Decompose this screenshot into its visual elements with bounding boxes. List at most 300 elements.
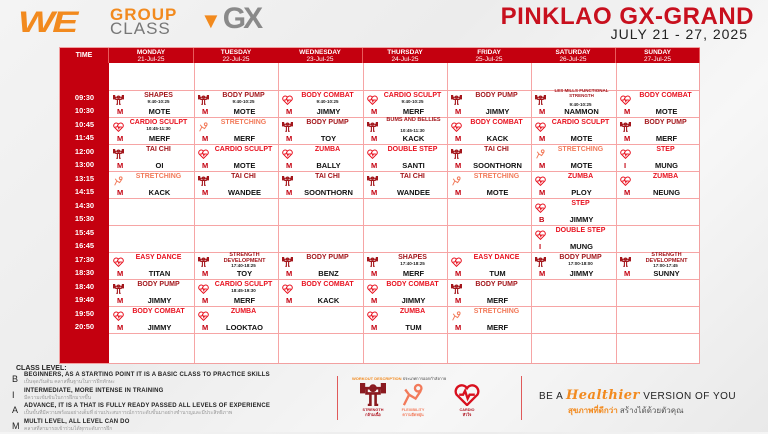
class-name: BODY PUMP [294,119,361,126]
strength-icon [367,173,378,183]
flexibility-icon [198,119,209,129]
class-cell[interactable] [363,171,448,198]
class-cell[interactable] [194,306,279,333]
class-level: I [624,161,626,170]
instructor-name: TITAN [127,269,192,278]
class-cell[interactable] [109,144,194,171]
class-cell[interactable] [531,171,616,198]
day-date: 26-Jul-25 [531,56,615,63]
strength-icon [198,173,209,183]
class-cell[interactable] [109,171,194,198]
class-level: M [371,269,377,278]
class-name: BODY PUMP [547,254,614,261]
class-name: STRETCHING [463,173,530,180]
class-cell[interactable] [194,279,279,306]
class-cell[interactable] [447,117,532,144]
flexibility-icon [535,146,546,156]
class-name: SHAPES [379,254,446,261]
we-logo: WE [18,6,112,40]
class-level: M [286,296,292,305]
flexibility-icon [451,173,462,183]
slot-start-time: 15:45 [60,228,109,237]
class-name: BODY PUMP [294,254,361,261]
class-cell[interactable] [194,252,279,279]
class-name: TAI CHI [294,173,361,180]
cardio-icon [535,200,546,210]
instructor-name: TOY [296,134,361,143]
class-level: M [371,161,377,170]
slot-start-time: 09:30 [60,93,109,102]
class-name: TAI CHI [210,173,277,180]
slot-end-time: 16:45 [60,241,109,250]
class-level-legend: CLASS LEVEL: B BEGINNERS, AS A STARTING POINT IT IS A BASIC CLASS TO PRACTICE SKILLS เป็นจุดเริ่มต้น คลาสพื้นฐานในการฝึกทักษะ I INTERMEDIATE, MORE INTENSE IN TRAINING มีความเข้มข้นในการฝึกมากขึ้น A ADVANCE, IT IS A THAT IS FULLY READY PASSED ALL LEVELS OF EXPERIENCE เป็นขั้นที่มีความพร้อมอย่างเต็มที่ ผ่านประสบการณ์การระดับขั้นมาอย่างชำนาญและมีประสิทธิภาพ M MULTI LEVEL, ALL LEVEL CAN DO คลาสที่สามารถเข้าร่วมได้ทุกระดับการฝึก [20,365,270,434]
class-cell[interactable] [109,306,194,333]
day-name: SUNDAY [616,49,699,56]
instructor-name: KACK [381,134,446,143]
class-cell[interactable] [447,171,532,198]
instructor-name: JIMMY [296,107,361,116]
class-level: M [539,188,545,197]
instructor-name: NEUNG [634,188,699,197]
instructor-name: SUNNY [634,269,699,278]
cardio-icon [367,308,378,318]
class-name: EASY DANCE [463,254,530,261]
class-cell[interactable] [531,225,616,252]
class-name: EASY DANCE [125,254,192,261]
instructor-name: WANDEE [212,188,277,197]
slot-end-time: 19:40 [60,295,109,304]
class-name: STRENGTH DEVELOPMENT [634,252,699,264]
day-date: 23-Jul-25 [278,56,362,63]
workout-type-thai: ความยืดหยุ่น [393,412,433,418]
class-level: M [117,161,123,170]
strength-icon [367,119,378,129]
strength-icon [620,119,631,129]
class-cell[interactable] [531,90,616,117]
workout-type-label: STRENGTH [353,408,393,412]
day-header-thursday [363,48,448,63]
class-name: STRETCHING [210,119,277,126]
cardio-icon [113,119,124,129]
level-description-thai: เป็นจุดเริ่มต้น คลาสพื้นฐานในการฝึกทักษะ [24,378,270,386]
instructor-name: KACK [296,296,361,305]
strength-icon [198,92,209,102]
strength-icon [113,146,124,156]
class-time: 9:40-10:25 [294,99,361,104]
time-header: TIME [60,48,109,63]
class-level: M [202,296,208,305]
workout-type-label: CARDIO [447,408,487,412]
class-cell[interactable] [109,252,194,279]
instructor-name: SOONTHORN [296,188,361,197]
class-cell[interactable] [447,144,532,171]
class-name: CARDIO SCULPT [547,119,614,126]
class-level: M [539,161,545,170]
slot-end-time: 10:30 [60,106,109,115]
class-level: M [286,161,292,170]
instructor-name: MERF [381,107,446,116]
class-time: 10:45-11:30 [125,126,192,131]
instructor-name: MOTE [465,188,530,197]
instructor-name: JIMMY [549,269,614,278]
class-cell[interactable] [109,279,194,306]
workout-type-label: FLEXIBILITY [393,408,433,412]
instructor-name: MERF [127,134,192,143]
class-level: M [371,134,377,143]
date-range: JULY 21 - 27, 2025 [611,26,748,42]
day-date: 27-Jul-25 [616,56,699,63]
class-name: ZUMBA [547,173,614,180]
level-code: M [12,421,20,431]
class-level: M [371,323,377,332]
class-cell[interactable] [194,171,279,198]
day-name: MONDAY [109,49,193,56]
class-name: BODY COMBAT [632,92,699,99]
level-description: BEGINNERS, AS A STARTING POINT IT IS A BASIC CLASS TO PRACTICE SKILLS [24,372,270,378]
cardio-icon [620,146,631,156]
class-level: M [202,188,208,197]
slot-start-time: 19:50 [60,309,109,318]
instructor-name: SANTI [381,161,446,170]
class-time: 17:40-18:25 [379,261,446,266]
class-name: STRETCHING [547,146,614,153]
class-level: M [202,323,208,332]
class-level: M [539,107,545,116]
slot-end-time: 20:50 [60,322,109,331]
day-header-tuesday [194,48,279,63]
strength-icon [535,92,546,102]
slot-start-time: 13:15 [60,174,109,183]
workout-type-thai: หัวใจ [447,412,487,418]
slot-start-time: 12:00 [60,147,109,156]
slot-start-time: 14:30 [60,201,109,210]
class-level: M [455,161,461,170]
class-cell[interactable] [616,117,701,144]
strength-icon [367,254,378,264]
cardio-icon [282,281,293,291]
workout-description-title: WORKOUT DESCRIPTION ประเภทการออกกำลังกาย [352,375,446,382]
class-name: ZUMBA [632,173,699,180]
divider [521,376,522,420]
class-level: M [117,323,123,332]
class-name: LES MILLS FUNCTIONAL STRENGTH [549,89,614,98]
cardio-icon [451,119,462,129]
slot-end-time: 15:30 [60,214,109,223]
class-name: STRENGTH DEVELOPMENT [212,252,277,264]
class-cell[interactable] [616,171,701,198]
day-name: THURSDAY [363,49,447,56]
strength-icon [620,254,631,264]
flexibility-icon [393,383,433,406]
instructor-name: SOONTHORN [465,161,530,170]
class-level: M [539,134,545,143]
cardio-icon [367,92,378,102]
class-name: CARDIO SCULPT [210,146,277,153]
cardio-icon [620,173,631,183]
cardio-icon [113,308,124,318]
brand-logo [18,7,90,39]
level-code: A [12,405,18,415]
class-cell[interactable] [531,144,616,171]
class-name: BODY COMBAT [463,119,530,126]
schedule-table [59,47,700,364]
class-cell[interactable] [363,117,448,144]
day-name: SATURDAY [531,49,615,56]
branch-title: PINKLAO GX-GRAND [501,3,754,31]
day-header-saturday [531,48,616,63]
class-time: 17:00-18:00 [547,261,614,266]
class-name: TAI CHI [463,146,530,153]
class-cell[interactable] [363,306,448,333]
class-cell[interactable] [363,279,448,306]
class-level: M [455,107,461,116]
instructor-name: MOTE [549,161,614,170]
slogan: BE A Healthier VERSION OF YOU [539,388,736,403]
class-time: 17:40-18:25 [210,263,277,268]
class-time: 9:40-10:25 [210,99,277,104]
class-time: 17:00-17:45 [632,263,699,268]
class-name: SHAPES [125,92,192,99]
class-time: 9:40-10:25 [125,99,192,104]
class-time: 18:45-19:30 [210,288,277,293]
day-date: 24-Jul-25 [363,56,447,63]
class-cell[interactable] [278,117,363,144]
class-level: M [202,134,208,143]
instructor-name: MERF [465,323,530,332]
divider [337,376,338,420]
class-name: BODY COMBAT [125,308,192,315]
strength-icon [451,146,462,156]
class-level: M [286,269,292,278]
class-name: DOUBLE STEP [379,146,446,153]
level-description-thai: คลาสที่สามารถเข้าร่วมได้ทุกระดับการฝึก [24,425,270,433]
class-cell[interactable] [616,90,701,117]
gx-logo: ▼ GX [200,2,260,36]
cardio-icon [113,254,124,264]
class-name: BODY PUMP [463,92,530,99]
level-code: B [12,374,18,384]
class-cell[interactable] [531,117,616,144]
instructor-name: MERF [381,269,446,278]
day-header-sunday [616,48,700,63]
class-level: M [117,296,123,305]
strength-icon [282,119,293,129]
instructor-name: MOTE [212,161,277,170]
cardio-icon [447,383,487,406]
strength-icon [113,281,124,291]
class-cell[interactable] [531,198,616,225]
class-level: M [455,188,461,197]
strength-icon [451,281,462,291]
class-cell[interactable] [363,144,448,171]
instructor-name: MOTE [127,107,192,116]
instructor-name: LOOKTAO [212,323,277,332]
class-name: CARDIO SCULPT [379,92,446,99]
class-name: STEP [632,146,699,153]
class-cell[interactable] [278,144,363,171]
class-cell[interactable] [616,144,701,171]
cardio-icon [198,308,209,318]
level-description: INTERMEDIATE, MORE INTENSE IN TRAINING [24,388,270,394]
instructor-name: JIMMY [465,107,530,116]
day-header-monday [109,48,194,63]
class-cell[interactable] [531,252,616,279]
flexibility-icon [113,173,124,183]
class-level: M [117,107,123,116]
class-cell[interactable] [616,252,701,279]
class-cell[interactable] [278,252,363,279]
instructor-name: OI [127,161,192,170]
class-level: M [202,107,208,116]
class-name: DOUBLE STEP [547,227,614,234]
class-name: STRETCHING [125,173,192,180]
slogan-thai: สุขภาพที่ดีกว่า สร้างได้ด้วยตัวคุณ [568,404,684,417]
class-name: ZUMBA [210,308,277,315]
cardio-icon [198,281,209,291]
class-level: M [455,134,461,143]
level-a [24,403,270,419]
slot-start-time: 17:30 [60,255,109,264]
class-cell[interactable] [447,252,532,279]
cardio-icon [535,173,546,183]
instructor-name: MERF [212,296,277,305]
class-name: ZUMBA [379,308,446,315]
workout-type-cardio [447,383,487,418]
class-cell[interactable] [363,90,448,117]
instructor-name: MOTE [212,107,277,116]
workout-type-flexibility [393,383,433,418]
day-name: FRIDAY [447,49,531,56]
cardio-icon [198,146,209,156]
class-level: M [202,269,208,278]
class-level: M [371,188,377,197]
class-time: 10:45-11:30 [379,128,446,133]
class-level: M [624,269,630,278]
class-name: BODY PUMP [463,281,530,288]
strength-icon [451,92,462,102]
class-level: M [117,188,123,197]
class-name: ZUMBA [294,146,361,153]
class-level: M [624,134,630,143]
instructor-name: MERF [634,134,699,143]
instructor-name: JIMMY [549,215,614,224]
class-level: M [286,188,292,197]
slot-start-time: 10:45 [60,120,109,129]
instructor-name: NAMMON [549,107,614,116]
class-cell[interactable] [194,90,279,117]
cardio-icon [535,227,546,237]
level-description: MULTI LEVEL, ALL LEVEL CAN DO [24,419,270,425]
day-name: TUESDAY [194,49,278,56]
class-cell[interactable] [194,117,279,144]
class-cell[interactable] [194,144,279,171]
class-cell[interactable] [109,117,194,144]
class-name: BODY COMBAT [379,281,446,288]
workout-type-strength [353,383,393,418]
class-level: M [455,269,461,278]
class-name: CARDIO SCULPT [210,281,277,288]
cardio-icon [282,146,293,156]
class-level: I [539,242,541,251]
level-description: ADVANCE, IT IS A THAT IS FULLY READY PASSED ALL LEVELS OF EXPERIENCE [24,403,270,409]
strength-icon [282,173,293,183]
instructor-name: MERF [465,296,530,305]
class-level: M [286,134,292,143]
day-date: 22-Jul-25 [194,56,278,63]
class-level: M [539,269,545,278]
class-level: M [371,107,377,116]
day-date: 25-Jul-25 [447,56,531,63]
instructor-name: TOY [212,269,277,278]
strength-icon [113,92,124,102]
level-b [24,372,270,388]
class-level: B [539,215,544,224]
instructor-name: MUNG [549,242,614,251]
day-header-wednesday [278,48,363,63]
class-cell[interactable] [363,252,448,279]
cardio-icon [451,254,462,264]
slot-end-time: 18:30 [60,268,109,277]
class-level: M [117,269,123,278]
level-code: I [12,390,15,400]
class-level: M [624,188,630,197]
instructor-name: MUNG [634,161,699,170]
class-level: M [624,107,630,116]
class-level: M [286,107,292,116]
class-level: M [455,323,461,332]
instructor-name: KACK [127,188,192,197]
class-level: M [202,161,208,170]
class-level: M [371,296,377,305]
instructor-name: JIMMY [127,323,192,332]
instructor-name: MERF [212,134,277,143]
class-level: M [455,296,461,305]
workout-type-thai: กล้ามเนื้อ [353,412,393,418]
day-name: WEDNESDAY [278,49,362,56]
instructor-name: MOTE [549,134,614,143]
instructor-name: BALLY [296,161,361,170]
class-cell[interactable] [447,306,532,333]
class-cell[interactable] [447,279,532,306]
class-cell[interactable] [278,171,363,198]
class-name: STRETCHING [463,308,530,315]
class-level: M [117,134,123,143]
level-i [24,388,270,404]
row-divider [109,333,699,334]
strength-icon [198,254,209,264]
class-name: TAI CHI [379,173,446,180]
class-name: STEP [547,200,614,207]
cardio-icon [535,119,546,129]
class-cell[interactable] [278,279,363,306]
cardio-icon [282,92,293,102]
slot-end-time: 14:15 [60,187,109,196]
slot-end-time: 11:45 [60,133,109,142]
day-date: 21-Jul-25 [109,56,193,63]
class-cell[interactable] [278,90,363,117]
slot-end-time: 13:00 [60,160,109,169]
class-name: BODY COMBAT [294,92,361,99]
class-cell[interactable] [109,90,194,117]
class-name: TAI CHI [125,146,192,153]
class-name: BUMS AND BELLIES [381,117,446,123]
instructor-name: JIMMY [381,296,446,305]
instructor-name: TUM [465,269,530,278]
class-cell[interactable] [447,90,532,117]
class-name: BODY PUMP [210,92,277,99]
strength-icon [353,383,393,406]
instructor-name: TUM [381,323,446,332]
